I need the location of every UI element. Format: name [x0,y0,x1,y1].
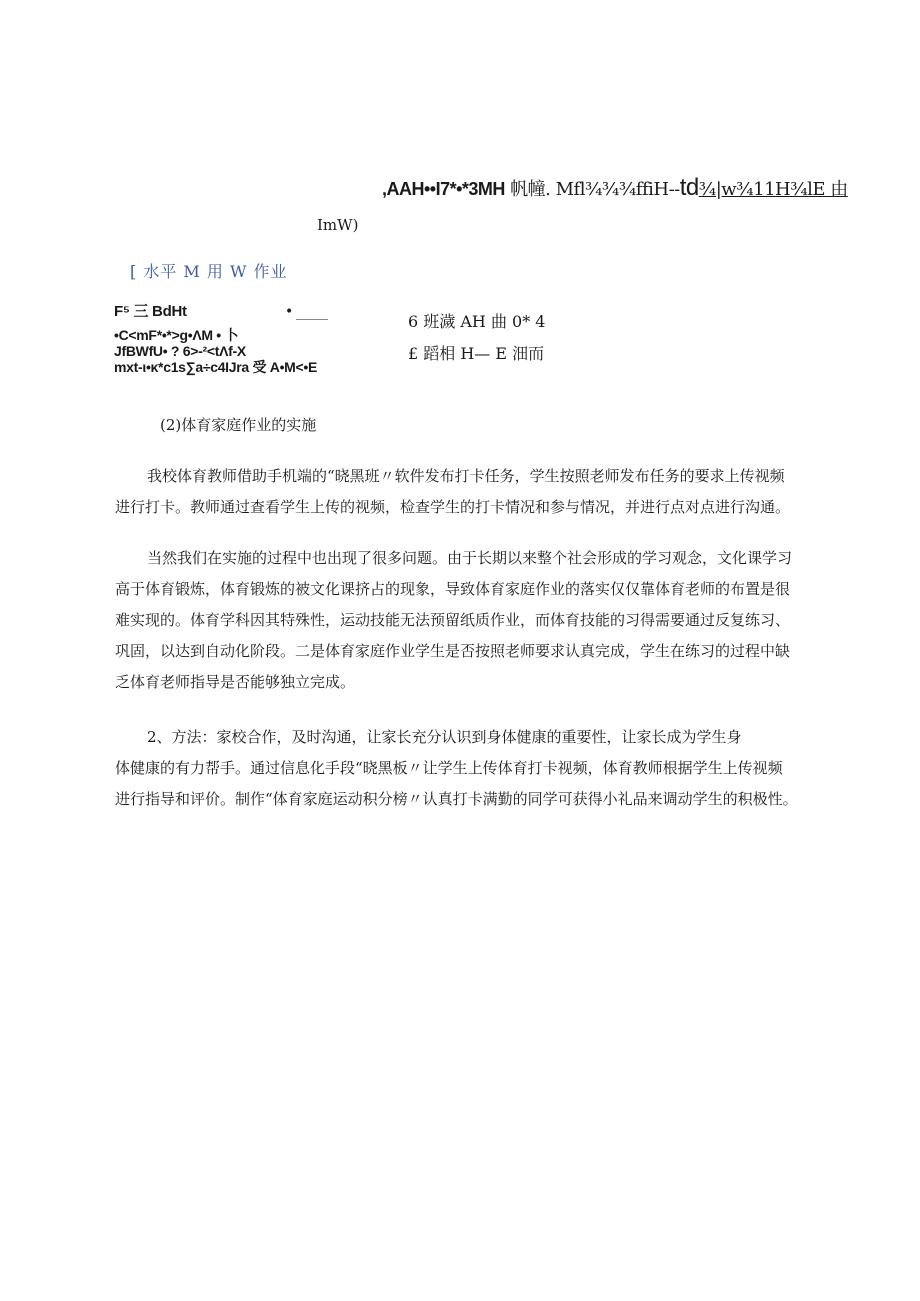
table-right-line: £ 蹈相 H— E 沺而 [408,344,545,363]
table-left-line: •C<mF*•*>g•ΛM • 卜 [114,327,239,343]
table-middle-dot: • [285,304,294,320]
sub-heading: (2)体育家庭作业的实施 [160,416,317,434]
paragraph-line: 进行打卡。教师通过查看学生上传的视频，检查学生的打卡情况和参与情况，并进行点对点进行沟通。 [115,498,791,516]
paragraph-line: 进行指导和评价。制作“体育家庭运动积分榜〃认真打卡满勤的同学可获得小礼品来调动学生的积极性。 [115,790,798,808]
paragraph-line: 2、方法：家校合作，及时沟通，让家长充分认识到身体健康的重要性，让家长成为学生身 [147,728,742,746]
garbled-header-line [382,174,848,202]
paragraph-problems [115,543,820,698]
paragraph-implementation [115,461,820,523]
paragraph-line: 乏体育老师指导是否能够独立完成。 [115,673,356,691]
section-heading: [ 水平 M 用 W 作业 [130,262,288,281]
paragraph-line: 难实现的。体育学科因其特殊性，运动技能无法预留纸质作业，而体育技能的习得需要通过反复练习、 [115,611,791,629]
paragraph-line: 巩固，以达到自动化阶段。二是体育家庭作业学生是否按照老师要求认真完成，学生在练习的过程中缺 [115,642,791,660]
table-left-line: mxt-ι•κ*c1s∑a÷c4IJra 受 A•M<•E [114,359,318,375]
table-left-line: F⁵ 三 BdHt [114,303,187,320]
garbled-header-part4: ¾|w¾11H¾lE 由 [698,179,848,200]
paragraph-line: 当然我们在实施的过程中也出现了很多问题。由于长期以来整个社会形成的学习观念，文化课学习 [147,549,793,567]
paragraph-line: 我校体育教师借助手机端的“晓黑班〃软件发布打卡任务，学生按照老师发布任务的要求上传视频 [147,467,785,485]
garbled-header-part2: 帆幢. Mfl¾¾¾ffiH-- [510,179,680,200]
garbled-sub-line: ImW) [317,216,359,234]
paragraph-methods [115,722,820,815]
table-right-column [408,306,545,370]
table-left-line: JfBWfU• ? 6>-²<tΛf-X [114,343,246,359]
garbled-header-part3: td [679,174,699,201]
paragraph-line: 高于体育锻炼，体育锻炼的被文化课挤占的现象，导致体育家庭作业的落实仅仅靠体育老师的布置是很 [115,580,791,598]
garbled-header-part1: ,AAH••I7*•*3MH [382,179,505,199]
table-right-line: 6 班濊 AH 曲 0* 4 [408,312,546,331]
table-middle-line [296,309,328,320]
table-middle-mark [285,304,328,320]
paragraph-line: 体健康的有力帮手。通过信息化手段“晓黑板〃让学生上传体育打卡视频，体育教师根据学生上传视频 [115,759,783,777]
